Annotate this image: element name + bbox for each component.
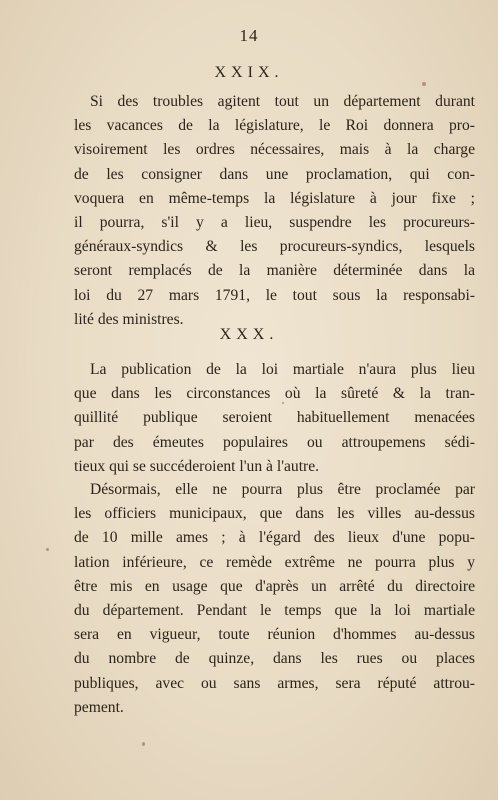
text-line: il pourra, s'il y a lieu, suspendre les procureurs- [74, 213, 475, 231]
text-line: de 10 mille ames ; à l'égard des lieux d'une popu- [74, 529, 475, 547]
text-line: publiques, avec ou sans armes, sera réputé attrou- [74, 674, 475, 692]
text-line: du nombre de quinze, dans les rues ou places [74, 650, 475, 668]
text-line: par des émeutes populaires ou attroupemens sédi- [74, 433, 475, 451]
text-line: généraux-syndics & les procureurs-syndics, lesquels [74, 238, 475, 256]
article-xxx-paragraph-1 [74, 358, 475, 479]
text-line: Désormais, elle ne pourra plus être proclamée par [90, 481, 475, 498]
article-xxix-paragraph [74, 90, 475, 332]
text-line: que dans les circonstances où la sûreté & la tran- [74, 385, 475, 403]
text-line: quillité publique seroient habituellement menacées [74, 409, 475, 427]
text-line: sera en vigueur, toute réunion d'hommes au-dessus [74, 626, 475, 644]
text-line: La publication de la loi martiale n'aura plus lieu [90, 361, 475, 378]
text-line: les vacances de la législature, le Roi donnera pro- [74, 117, 475, 135]
text-line: lation inférieure, ce remède extrême ne pourra plus y [74, 553, 475, 571]
paper-speck [46, 548, 49, 551]
paper-speck [282, 402, 284, 404]
paper-speck [142, 742, 145, 746]
text-line: loi du 27 mars 1791, le tout sous la responsabi- [74, 286, 475, 304]
article-heading-xxix: XXIX. [214, 64, 284, 81]
article-xxx-paragraph-2 [74, 478, 475, 720]
text-line: seront remplacés de la manière déterminée dans la [74, 262, 475, 280]
text-line: tieux qui se succéderoient l'un à l'autre. [74, 457, 320, 475]
text-line: visoirement les ordres nécessaires, mais à la charge [74, 141, 475, 159]
text-line: Si des troubles agitent tout un département durant [90, 93, 475, 110]
page-number: 14 [239, 26, 259, 45]
article-heading-xxx: XXX. [219, 326, 279, 343]
text-line: voquera en même-temps la législature à jour fixe ; [74, 189, 475, 207]
text-line: les officiers municipaux, que dans les villes au-dessus [74, 505, 475, 523]
text-line: de les consigner dans une proclamation, qui con- [74, 165, 475, 183]
text-line: pement. [74, 698, 124, 716]
text-line: du département. Pendant le temps que la loi martiale [74, 601, 475, 619]
text-line: être mis en usage que d'après un arrêté du directoire [74, 577, 475, 595]
text-line: lité des ministres. [74, 310, 184, 328]
paper-speck [422, 82, 426, 86]
